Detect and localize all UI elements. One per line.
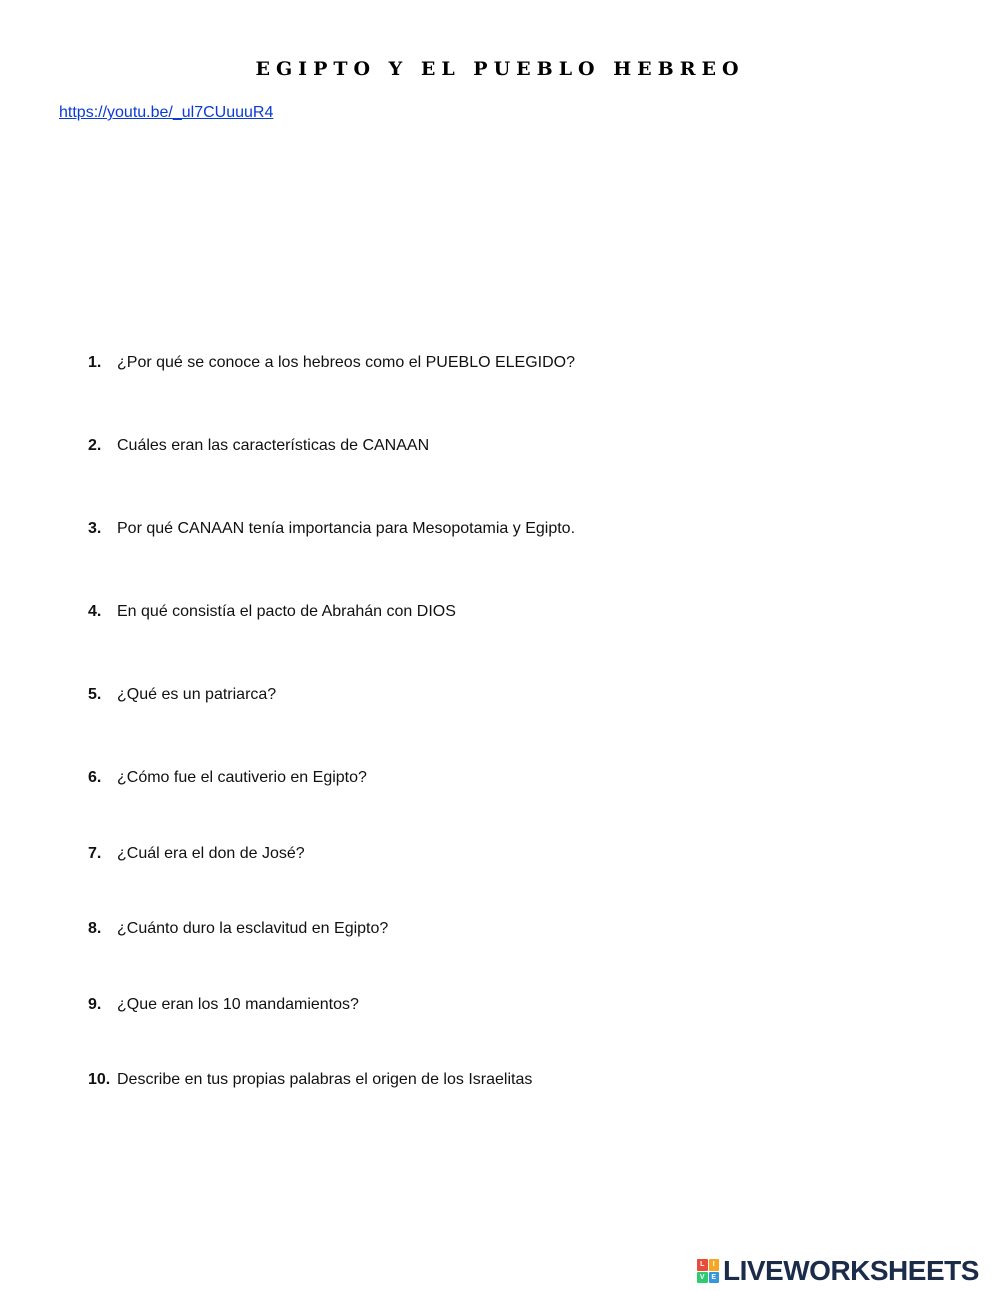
question-number: 2. (88, 437, 102, 454)
question-text: ¿Qué es un patriarca? (117, 686, 277, 703)
question-item (88, 602, 456, 622)
question-item (88, 685, 276, 705)
logo-letter: L (697, 1259, 708, 1271)
question-number: 10. (88, 1071, 111, 1088)
question-text: ¿Cuánto duro la esclavitud en Egipto? (117, 920, 389, 937)
question-text: ¿Por qué se conoce a los hebreos como el PUEBLO ELEGIDO? (117, 354, 576, 371)
question-text: ¿Cuál era el don de José? (117, 845, 305, 862)
question-number: 1. (88, 354, 102, 371)
question-item (88, 919, 388, 939)
question-item (88, 436, 429, 456)
question-text: Describe en tus propias palabras el origen de los Israelitas (117, 1071, 533, 1088)
logo-letter: I (709, 1259, 720, 1271)
question-item (88, 768, 367, 788)
page-title: EGIPTO Y EL PUEBLO HEBREO (255, 58, 745, 80)
question-text: ¿Cómo fue el cautiverio en Egipto? (117, 769, 367, 786)
question-number: 4. (88, 603, 102, 620)
logo-letter: E (709, 1272, 720, 1284)
question-number: 6. (88, 769, 102, 786)
question-item (88, 353, 575, 373)
question-item (88, 519, 575, 539)
question-text: Cuáles eran las características de CANAAN (117, 437, 430, 454)
video-link[interactable]: https://youtu.be/_ul7CUuuuR4 (59, 104, 274, 121)
logo-text: LIVEWORKSHEETS (723, 1255, 979, 1286)
question-text: Por qué CANAAN tenía importancia para Mesopotamia y Egipto. (117, 520, 576, 537)
liveworksheets-icon (697, 1259, 719, 1283)
question-text: En qué consistía el pacto de Abrahán con DIOS (117, 603, 456, 620)
question-number: 9. (88, 996, 102, 1013)
liveworksheets-logo (697, 1256, 979, 1286)
logo-letter: V (697, 1272, 708, 1284)
question-item (88, 1070, 532, 1090)
question-number: 5. (88, 686, 102, 703)
question-item (88, 995, 359, 1015)
question-number: 7. (88, 845, 102, 862)
question-number: 8. (88, 920, 102, 937)
question-number: 3. (88, 520, 102, 537)
question-item (88, 844, 305, 864)
question-text: ¿Que eran los 10 mandamientos? (117, 996, 359, 1013)
